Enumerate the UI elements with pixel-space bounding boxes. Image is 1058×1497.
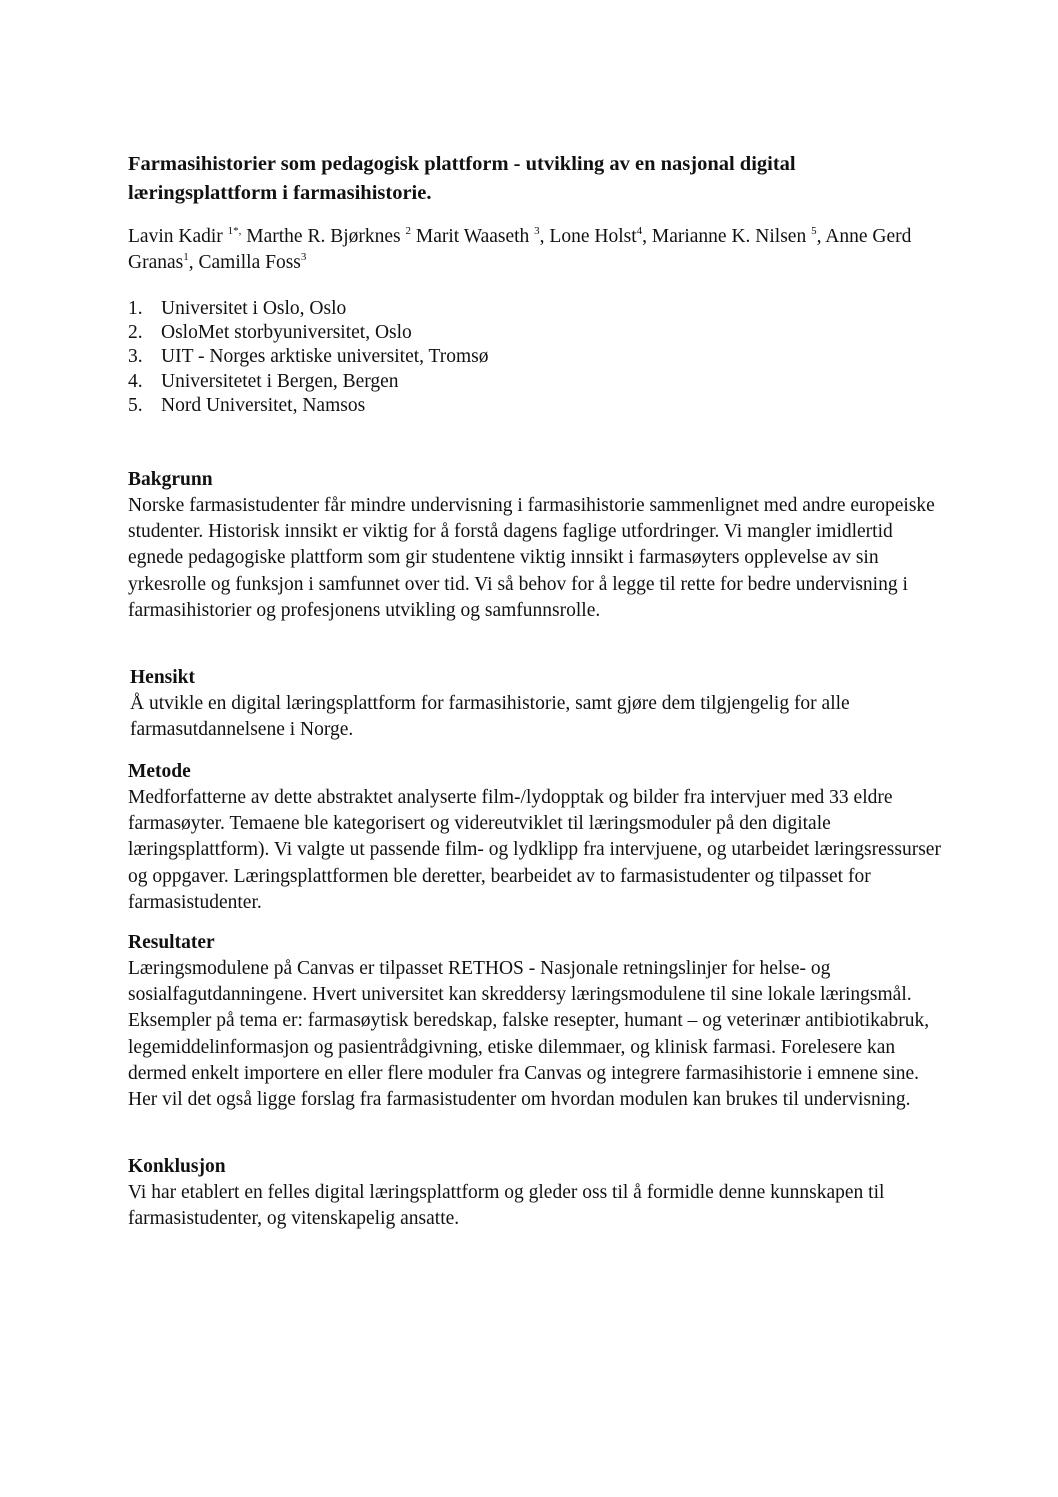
affiliation-item — [128, 297, 948, 321]
author — [549, 226, 651, 247]
affiliation-item — [128, 394, 948, 418]
author-name: Lavin Kadir — [128, 226, 228, 247]
section-bakgrunn — [128, 467, 948, 624]
author-name: Marianne K. Nilsen — [651, 226, 812, 247]
affiliation-text: UIT - Norges arktiske universitet, Tromsø — [161, 346, 489, 368]
author-affiliation-mark: 3 — [534, 224, 540, 237]
affiliation-item — [128, 370, 948, 394]
affiliation-number: 2. — [128, 322, 143, 344]
author-name: Lone Holst — [549, 226, 637, 247]
author-separator: , — [188, 252, 199, 273]
author-separator: , — [642, 226, 652, 247]
section-konklusjon — [128, 1154, 948, 1232]
section-heading: Konklusjon — [128, 1156, 226, 1177]
author-affiliation-mark: 3 — [300, 250, 307, 263]
author — [128, 226, 246, 247]
section-heading: Hensikt — [130, 667, 196, 688]
author-name: Camilla Foss — [198, 252, 301, 273]
section-body: Vi har etablert en felles digital læringsplattform og gleder oss til å formidle denne kunnskapen til farmasistudenter, og vitenskapelig ansatte. — [128, 1182, 885, 1230]
section-metode — [128, 759, 948, 916]
section-body: Norske farmasistudenter får mindre undervisning i farmasihistorie sammenlignet med andre europeiske studenter. Historisk innsikt er viktig for å forstå dagens faglige utfordringer. Vi mangler imidlertid egnede pedagogiske plattform som gir studentene viktig innsikt i farmasøyters opplevelse av sin yrkesrolle og funksjon i samfunnet over tid. Vi så behov for å legge til rette for bedre undervisning i farmasihistorier og profesjonens utvikling og samfunnsrolle. — [128, 495, 935, 621]
paper-title: Farmasihistorier som pedagogisk plattform - utvikling av en nasjonal digital læringsplattform i farmasihistorie. — [128, 153, 796, 204]
section-heading: Resultater — [128, 932, 215, 953]
author — [198, 252, 306, 273]
author — [652, 226, 825, 247]
affiliation-number: 1. — [128, 298, 143, 319]
author-list — [128, 224, 948, 276]
affiliation-list — [128, 297, 948, 418]
author-affiliation-mark: 2 — [405, 224, 411, 237]
author-name: Marit Waaseth — [415, 226, 535, 247]
section-body: Læringsmodulene på Canvas er tilpasset RETHOS - Nasjonale retningslinjer for helse- og sosialfagutdanningene. Hvert universitet kan skreddersy læringsmodulene til sine lokale læringsmål. Eksempler på tema er: farmasøytisk beredskap, falske resepter, humant – og veterinær antibiotikabruk, legemiddelinformasjon og pasientrådgivning, etiske dilemmaer, og klinisk farmasi. Forelesere kan dermed enkelt importere en eller flere moduler fra Canvas og integrere farmasihistorie i emnene sine. Her vil det også ligge forslag fra farmasistudenter om hvordan modulen kan brukes til undervisning. — [128, 958, 930, 1111]
section-heading: Bakgrunn — [128, 469, 213, 490]
section-hensikt — [130, 665, 950, 743]
author-affiliation-mark: 5 — [811, 224, 817, 237]
affiliation-item — [128, 321, 948, 345]
affiliation-text: Universitet i Oslo, Oslo — [161, 298, 347, 319]
author-affiliation-mark: 4 — [636, 224, 643, 237]
affiliation-text: Universitetet i Bergen, Bergen — [161, 370, 399, 392]
author-affiliation-mark: 1 — [183, 250, 189, 263]
author-separator: , — [816, 226, 826, 247]
author-affiliation-mark: 1*, — [227, 224, 242, 237]
author — [416, 226, 550, 247]
affiliation-number: 5. — [128, 394, 143, 416]
section-heading: Metode — [128, 761, 191, 782]
affiliation-text: OsloMet storbyuniversitet, Oslo — [161, 322, 412, 344]
affiliation-item — [128, 345, 948, 369]
affiliation-number: 3. — [128, 346, 143, 368]
section-resultater — [128, 930, 948, 1113]
author-name: Anne Gerd Granas — [128, 226, 912, 273]
affiliation-text: Nord Universitet, Namsos — [161, 394, 366, 416]
affiliation-number: 4. — [128, 370, 143, 392]
section-body: Medforfatterne av dette abstraktet analyserte film-/lydopptak og bilder fra intervjuer med 33 eldre farmasøyter. Temaene ble kategorisert og videreutviklet til læringsmoduler på den digitale læringsplattform). Vi valgte ut passende film- og lydklipp fra intervjuene, og utarbeidet læringsressurser og oppgaver. Læringsplattformen ble deretter, bearbeidet av to farmasistudenter og tilpasset for farmasistudenter. — [128, 787, 941, 913]
author-separator: , — [539, 226, 550, 247]
section-body: Å utvikle en digital læringsplattform for farmasihistorie, samt gjøre dem tilgjengelig for alle farmasutdannelsene i Norge. — [130, 693, 850, 741]
author — [246, 226, 416, 247]
author-name: Marthe R. Bjørknes — [246, 226, 406, 247]
